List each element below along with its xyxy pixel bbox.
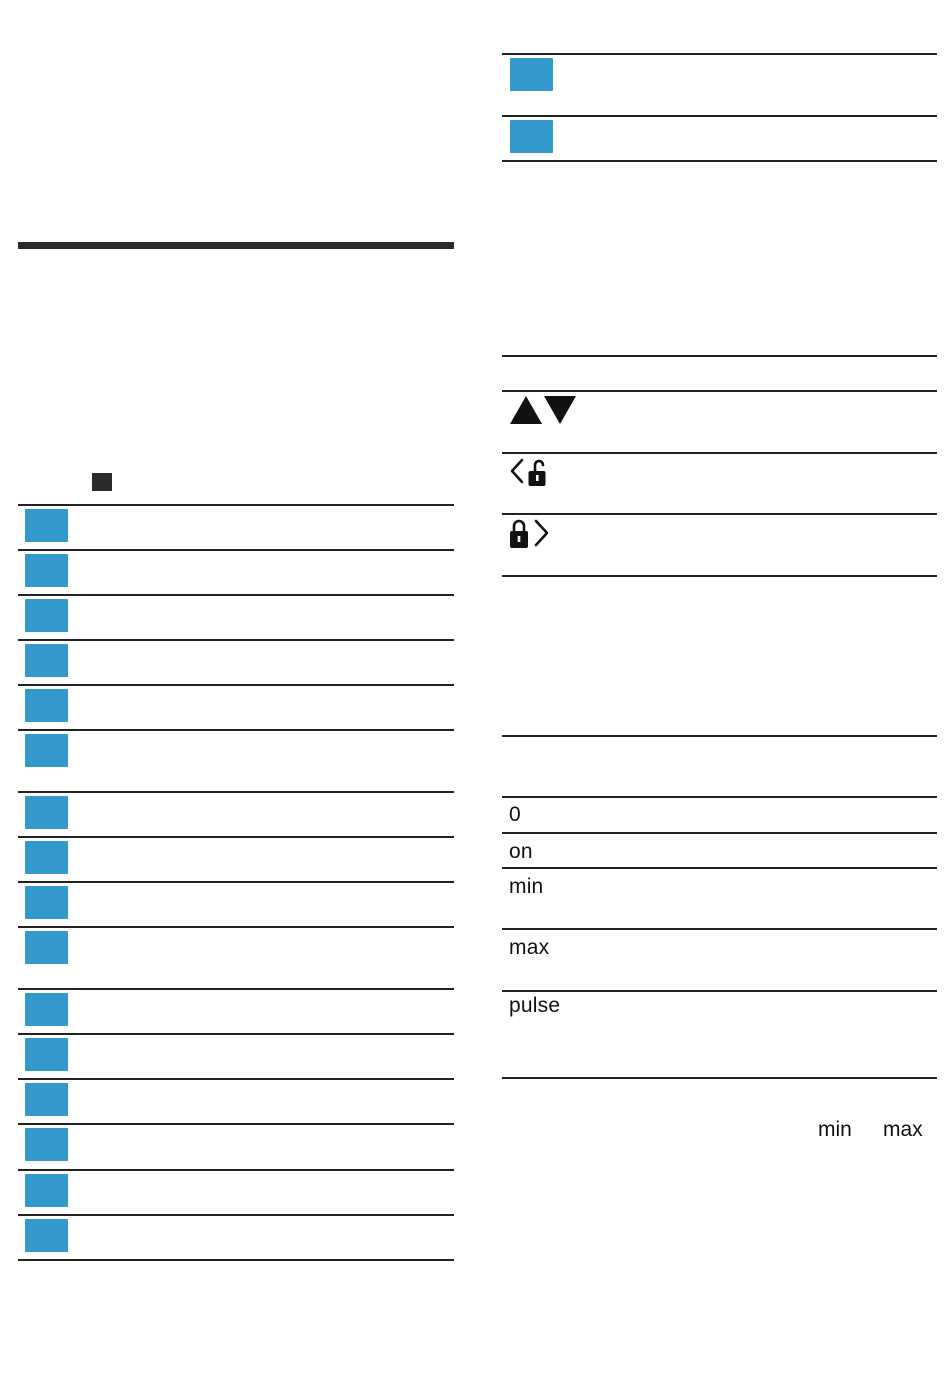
row-divider: [18, 1169, 454, 1171]
back-unlock-icon: [509, 457, 549, 489]
bottom-label-min: min: [818, 1118, 852, 1141]
key-button: [25, 993, 68, 1026]
key-button: [25, 509, 68, 542]
row-divider: [502, 867, 937, 869]
row-divider: [18, 639, 454, 641]
key-button: [25, 1174, 68, 1207]
row-divider: [18, 791, 454, 793]
table-bottom-rule: [502, 575, 937, 577]
table-bottom-rule: [502, 160, 937, 162]
row-divider: [18, 1214, 454, 1216]
up-down-triangles-icon: [509, 395, 577, 425]
setting-label-zero: 0: [509, 803, 521, 826]
table-top-rule: [502, 53, 937, 55]
row-divider: [502, 990, 937, 992]
row-divider: [18, 988, 454, 990]
key-button: [510, 120, 553, 153]
setting-label-min: min: [509, 875, 544, 898]
row-divider: [502, 513, 937, 515]
lock-forward-icon: [509, 518, 551, 550]
table-bottom-rule: [18, 1259, 454, 1261]
key-button: [25, 1083, 68, 1116]
key-button: [25, 1128, 68, 1161]
table-bottom-rule: [502, 1077, 937, 1079]
key-button: [25, 841, 68, 874]
key-button: [25, 554, 68, 587]
row-divider: [18, 836, 454, 838]
row-divider: [18, 1123, 454, 1125]
key-button: [25, 1038, 68, 1071]
setting-label-pulse: pulse: [509, 994, 561, 1017]
row-divider: [502, 452, 937, 454]
row-divider: [18, 926, 454, 928]
row-divider: [18, 881, 454, 883]
section-heading-rule: [18, 242, 454, 249]
row-divider: [18, 1033, 454, 1035]
setting-label-max: max: [509, 936, 550, 959]
table-top-rule: [18, 504, 454, 506]
key-button: [25, 644, 68, 677]
key-button: [25, 931, 68, 964]
row-divider: [18, 684, 454, 686]
key-button: [25, 796, 68, 829]
header-divider: [502, 796, 937, 798]
key-button: [25, 689, 68, 722]
key-button: [25, 599, 68, 632]
key-button: [25, 886, 68, 919]
row-divider: [18, 549, 454, 551]
bottom-label-max: max: [883, 1118, 923, 1141]
key-button: [25, 1219, 68, 1252]
key-button: [25, 734, 68, 767]
table-top-rule: [502, 735, 937, 737]
row-divider: [18, 729, 454, 731]
key-button: [510, 58, 553, 91]
row-divider: [502, 832, 937, 834]
row-divider: [502, 115, 937, 117]
row-divider: [18, 594, 454, 596]
header-divider: [502, 390, 937, 392]
row-divider: [502, 928, 937, 930]
row-divider: [18, 1078, 454, 1080]
table-top-rule: [502, 355, 937, 357]
black-square-icon: [92, 473, 112, 491]
setting-label-on: on: [509, 840, 533, 863]
